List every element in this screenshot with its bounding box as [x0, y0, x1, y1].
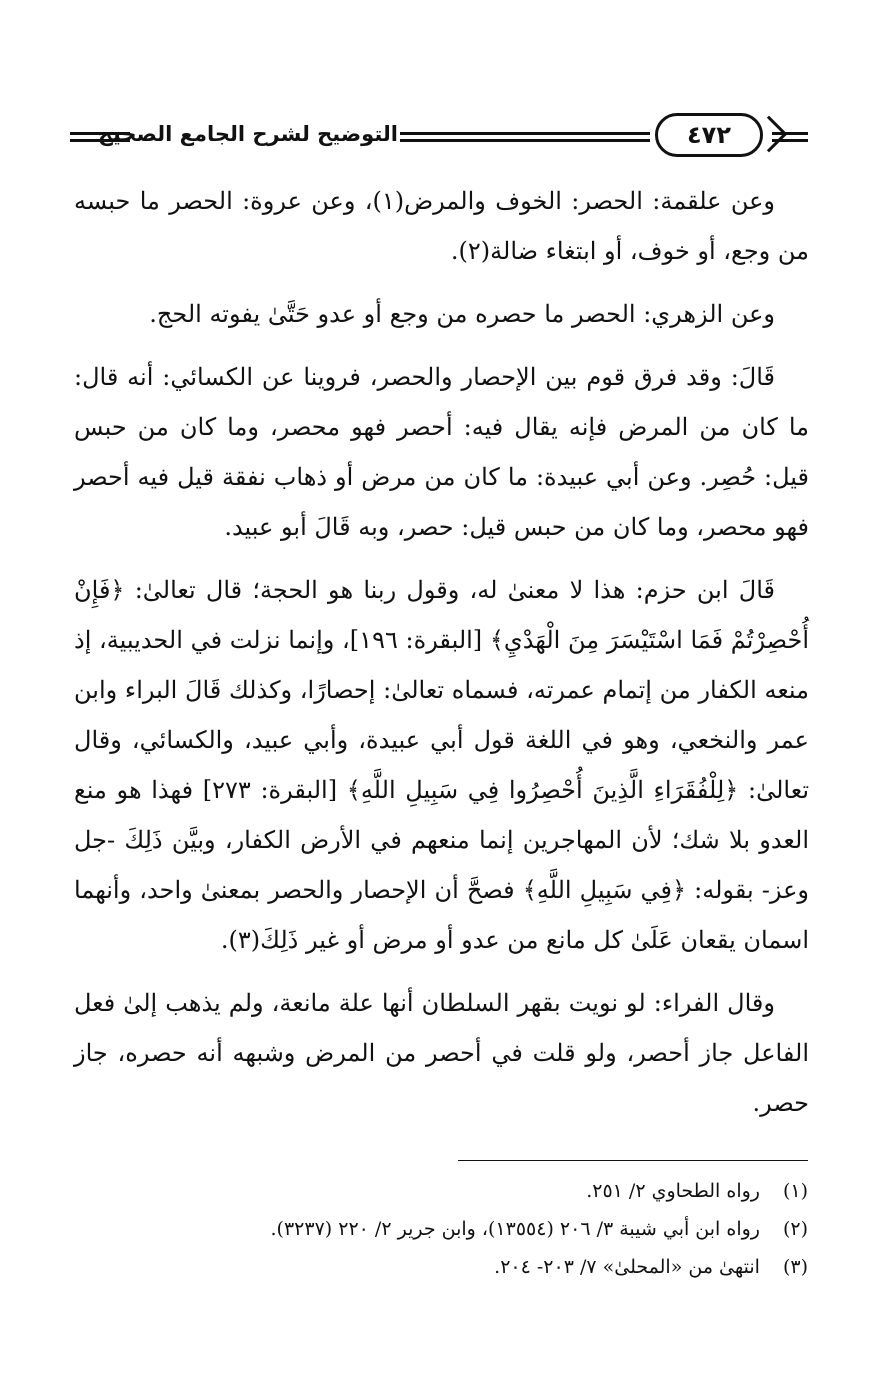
footnote-number: (٢)	[782, 1218, 808, 1240]
footnote-separator	[458, 1160, 808, 1161]
paragraph-kisai: قَالَ: وقد فرق قوم بين الإحصار والحصر، فروينا عن الكسائي: أنه قال: ما كان من المرض فإنه يقال فيه: أحصر فهو محصر، وما كان من حبس قيل: حُصِر. وعن أبي عبيدة: ما كان من مرض أو ذهاب نفقة قيل فيه أحصر فهو محصر، وما كان من حبس قيل: حصر، وبه قَالَ أبو عبيد.	[74, 363, 810, 541]
footnotes	[150, 1172, 808, 1286]
footnote-3	[150, 1248, 808, 1286]
main-text	[74, 176, 809, 1141]
footnote-2	[150, 1210, 808, 1248]
header-rule-right	[772, 132, 808, 146]
paragraph-ibn-hazm: قَالَ ابن حزم: هذا لا معنىٰ له، وقول ربنا هو الحجة؛ قال تعالىٰ: ﴿فَإِنْ أُحْصِرْتُمْ فَمَا اسْتَيْسَرَ مِنَ الْهَدْيِ﴾ [البقرة: ١٩٦]، وإنما نزلت في الحديبية، إذ منعه الكفار من إتمام عمرته، فسماه تعالىٰ: إحصارًا، وكذلك قَالَ البراء وابن عمر والنخعي، وهو في اللغة قول أبي عبيدة، وأبي عبيد، والكسائي، وقال تعالىٰ: ﴿لِلْفُقَرَاءِ الَّذِينَ أُحْصِرُوا فِي سَبِيلِ اللَّهِ﴾ [البقرة: ٢٧٣] فهذا هو منع العدو بلا شك؛ لأن المهاجرين إنما منعهم في الأرض الكفار، وبيَّن ذَلِكَ -جل وعز- بقوله: ﴿فِي سَبِيلِ اللَّهِ﴾ فصحَّ أن الإحصار والحصر بمعنىٰ واحد، وأنهما اسمان يقعان عَلَىٰ كل مانع من عدو أو مرض أو غير ذَلِكَ(٣).	[74, 576, 810, 954]
paragraph-zuhri: وعن الزهري: الحصر ما حصره من وجع أو عدو حَتَّىٰ يفوته الحج.	[149, 300, 775, 328]
footnote-1	[150, 1172, 808, 1210]
header-rule-middle	[400, 132, 650, 146]
running-title: التوضيح لشرح الجامع الصحيح	[97, 122, 398, 146]
footnote-text: رواه الطحاوي ٢/ ٢٥١.	[586, 1180, 760, 1202]
footnote-number: (٣)	[782, 1256, 808, 1278]
page-number: ٤٧٢	[655, 113, 763, 157]
running-header	[70, 112, 810, 164]
footnote-number: (١)	[782, 1180, 808, 1202]
paragraph-alqamah: وعن علقمة: الحصر: الخوف والمرض(١)، وعن عروة: الحصر ما حبسه من وجع، أو خوف، أو ابتغاء ضالة(٢).	[74, 187, 809, 265]
footnote-text: رواه ابن أبي شيبة ٣/ ٢٠٦ (١٣٥٥٤)، وابن جرير ٢/ ٢٢٠ (٣٢٣٧).	[270, 1218, 760, 1240]
footnote-text: انتهىٰ من «المحلىٰ» ٧/ ٢٠٣- ٢٠٤.	[494, 1256, 760, 1278]
paragraph-farra: وقال الفراء: لو نويت بقهر السلطان أنها علة مانعة، ولم يذهب إلىٰ فعل الفاعل جاز أحصر، ولو قلت في أحصر من المرض وشبهه أنه حصره، جاز حصر.	[74, 989, 809, 1117]
